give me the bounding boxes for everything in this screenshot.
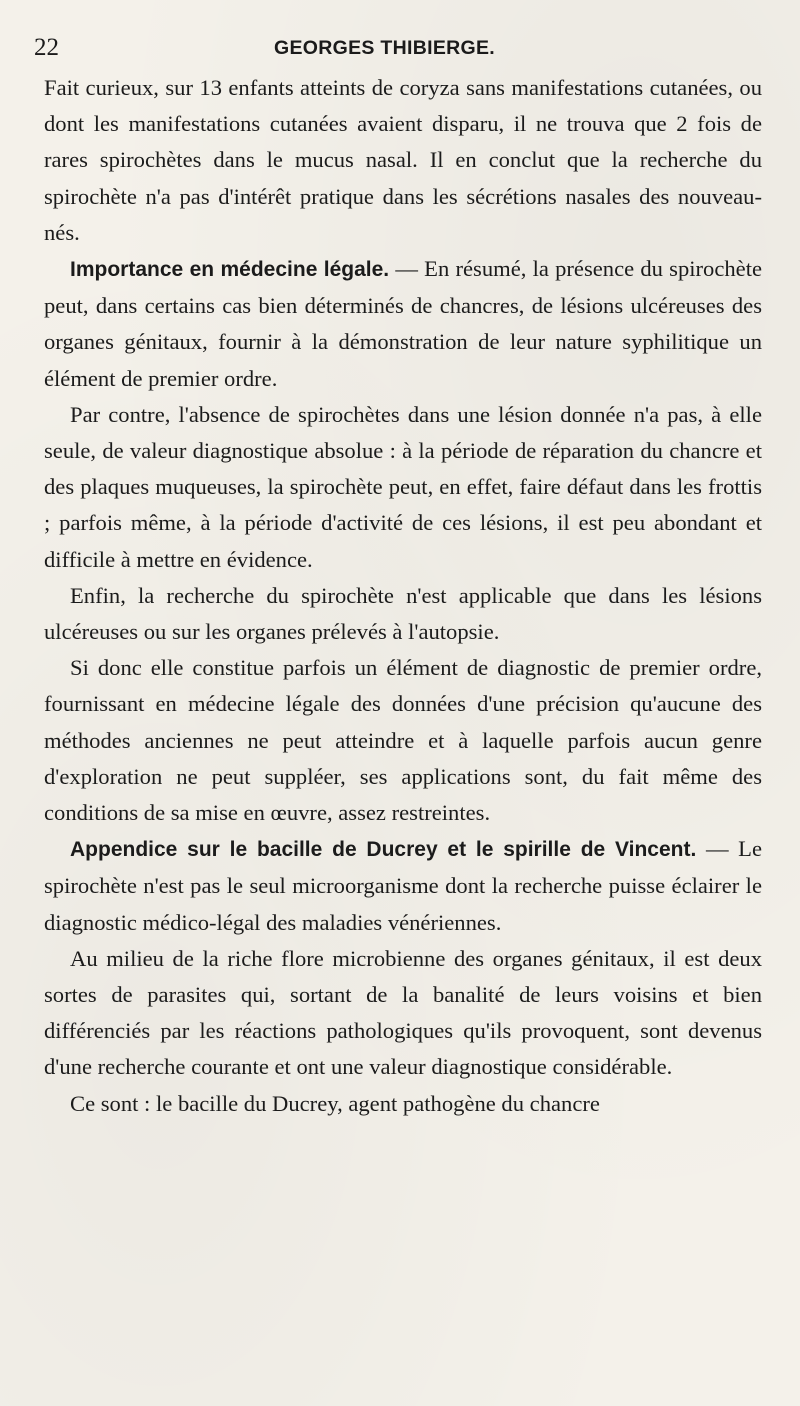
page-number: 22	[34, 34, 59, 61]
paragraph	[44, 941, 762, 1086]
paragraph	[44, 578, 762, 650]
paragraph-text: Enfin, la recherche du spirochète n'est applicable que dans les lésions ulcéreuses ou sur les organes prélevés à l'autopsie.	[44, 582, 762, 645]
paragraph	[44, 397, 762, 578]
paragraph	[44, 70, 762, 251]
section-heading: Appendice sur le bacille de Ducrey et le spirille de Vincent.	[70, 838, 697, 862]
running-head	[34, 34, 762, 70]
paragraph	[44, 831, 762, 941]
section-heading: Importance en médecine légale.	[70, 258, 390, 282]
running-title: GEORGES THIBIERGE.	[274, 37, 496, 59]
paragraph-text: — Le spirochète n'est pas le seul microorganisme dont la recherche puisse éclairer le diagnostic médico-légal des maladies vénériennes.	[44, 836, 762, 935]
body-text	[44, 70, 762, 1122]
paragraph-text: Par contre, l'absence de spirochètes dans une lésion donnée n'a pas, à elle seule, de valeur diagnostique absolue : à la période de réparation du chancre et des plaques muqueuses, la spirochète peut, en effet, faire défaut dans les frottis ; parfois même, à la période d'activité de ces lésions, il est peu abondant et difficile à mettre en évidence.	[44, 401, 762, 572]
paragraph-text: Fait curieux, sur 13 enfants atteints de coryza sans manifestations cutanées, ou dont les manifestations cutanées avaient disparu, il ne trouva que 2 fois de rares spirochètes dans le mucus nasal. Il en conclut que la recherche du spirochète n'a pas d'intérêt pratique dans les sécrétions nasales des nouveau-nés.	[44, 75, 762, 245]
paragraph-text: Au milieu de la riche flore microbienne des organes génitaux, il est deux sortes de parasites qui, sortant de la banalité de leurs voisins et bien différenciés par les réactions pathologiques qu'ils provoquent, sont devenus d'une recherche courante et ont une valeur diagnostique considérable.	[44, 945, 762, 1080]
paragraph	[44, 650, 762, 831]
paragraph-text: Si donc elle constitue parfois un élément de diagnostic de premier ordre, fournissant en médecine légale des données d'une précision qu'aucune des méthodes anciennes ne peut atteindre et à laquelle parfois aucun genre d'exploration ne peut suppléer, ses applications sont, du fait même des conditions de sa mise en œuvre, assez restreintes.	[44, 655, 762, 826]
paragraph	[44, 251, 762, 397]
paragraph-text: Ce sont : le bacille du Ducrey, agent pathogène du chancre	[70, 1090, 600, 1116]
paragraph-text: — En résumé, la présence du spirochète peut, dans certains cas bien déterminés de chancres, de lésions ulcéreuses des organes génitaux, fournir à la démonstration de leur nature syphilitique un élément de premier ordre.	[44, 256, 762, 391]
paragraph	[44, 1086, 762, 1122]
